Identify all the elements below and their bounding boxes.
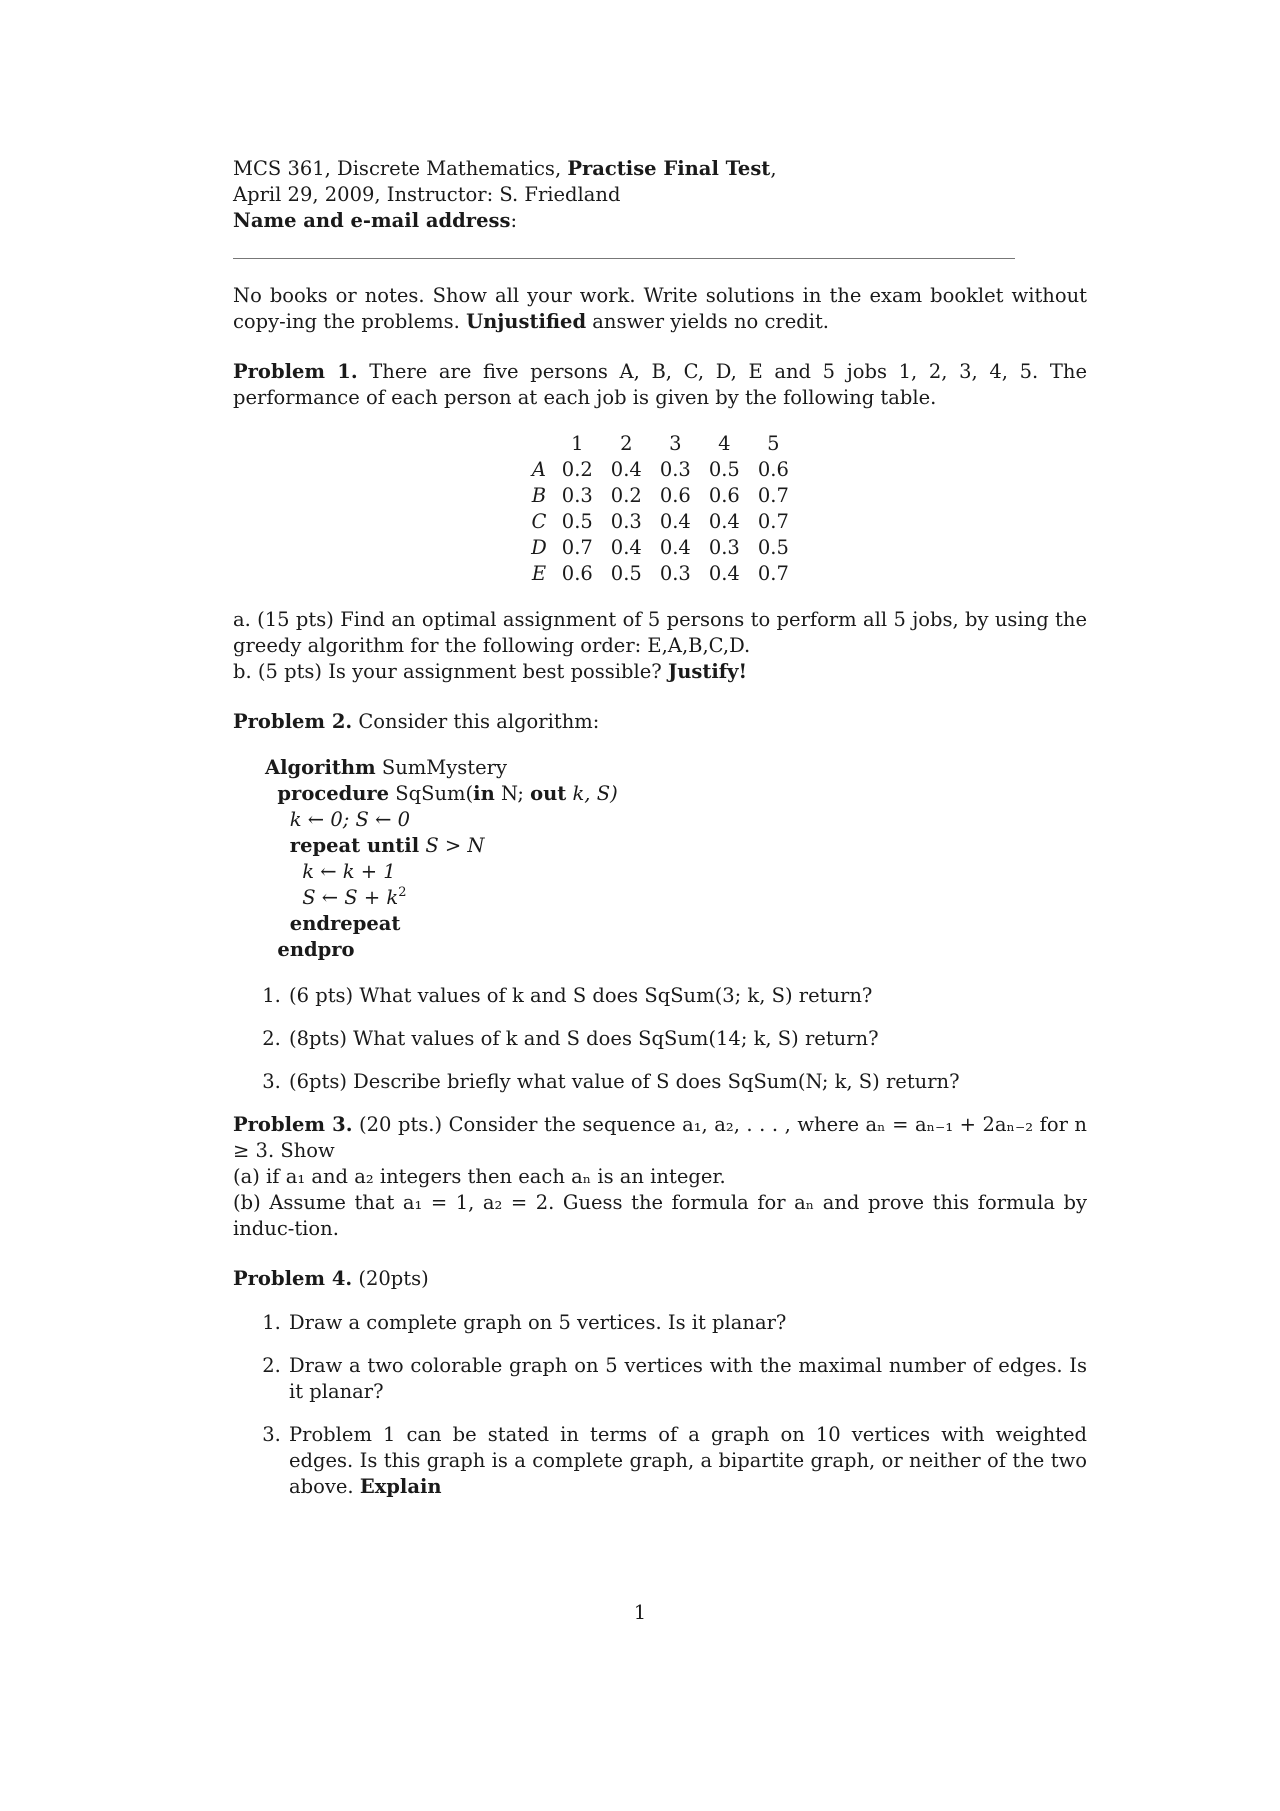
- list-item: 3. (6pts) Describe briefly what value of S does SqSum(N; k, S) return?: [287, 1069, 1087, 1095]
- algorithm-listing: [265, 755, 1087, 963]
- list-item: 1. Draw a complete graph on 5 vertices. Is it planar?: [287, 1310, 1087, 1336]
- table-cell: 0.5: [757, 536, 789, 559]
- list-item: 1. (6 pts) What values of k and S does SqSum(3; k, S) return?: [287, 983, 1087, 1009]
- algo-keyword: Algorithm: [265, 756, 376, 779]
- date-instructor-line: April 29, 2009, Instructor: S. Friedland: [233, 183, 621, 206]
- algo-line-1: [265, 755, 1087, 781]
- table-cell: 0.3: [659, 562, 691, 585]
- page-number: 1: [633, 1601, 647, 1624]
- table-row-label: A: [531, 458, 546, 481]
- algo-keyword: procedure: [277, 782, 390, 805]
- problem-4-label: Problem 4.: [233, 1267, 353, 1290]
- table-header-cell: 2: [620, 432, 633, 455]
- table-cell: 0.4: [659, 510, 691, 533]
- problem-3-text: (20 pts.) Consider the sequence a₁, a₂, . . . , where aₙ = aₙ₋₁ + 2aₙ₋₂ for n ≥ 3. Show: [233, 1113, 1087, 1162]
- table-header-cell: 3: [669, 432, 682, 455]
- table-cell: 0.5: [610, 562, 642, 585]
- algo-text: S ← S + k: [302, 886, 399, 909]
- algo-keyword: repeat until: [289, 834, 420, 857]
- algo-keyword: out: [530, 782, 567, 805]
- algo-line-8: [265, 937, 1087, 963]
- list-item: 2. (8pts) What values of k and S does SqSum(14; k, S) return?: [287, 1026, 1087, 1052]
- explain-keyword: Explain: [359, 1475, 442, 1498]
- table-row-label: B: [531, 484, 547, 507]
- table-header-row: [522, 431, 798, 457]
- table-row: [522, 561, 798, 587]
- instructions-text: No books or notes. Show all your work. Write solutions in the exam booklet without copy-ing the problems.: [233, 284, 1087, 333]
- problem-2-label: Problem 2.: [233, 710, 353, 733]
- table-cell: 0.2: [610, 484, 642, 507]
- problem-3-label: Problem 3.: [233, 1113, 353, 1136]
- problem-3-intro: [233, 1112, 1087, 1164]
- name-email-label: Name and e-mail address: [233, 209, 511, 232]
- table-cell: 0.5: [561, 510, 593, 533]
- algo-text: S > N: [419, 834, 485, 857]
- table-cell: 0.4: [610, 458, 642, 481]
- problem-3: [233, 1112, 1087, 1242]
- instructions-bold: Unjustified: [466, 310, 587, 333]
- name-answer-line: [233, 258, 1015, 259]
- table-row: [522, 509, 798, 535]
- table-cell: 0.3: [610, 510, 642, 533]
- algo-keyword: endpro: [277, 938, 355, 961]
- table-cell: 0.4: [659, 536, 691, 559]
- table-row-label: C: [531, 510, 547, 533]
- course-line: [233, 156, 1087, 182]
- course-line-comma: ,: [770, 157, 777, 180]
- table-cell: 0.5: [708, 458, 740, 481]
- algo-line-4: [265, 833, 1087, 859]
- problem-1-intro: [233, 359, 1087, 411]
- table-cell: 0.7: [757, 510, 789, 533]
- problem-3-part-a: (a) if a₁ and a₂ integers then each aₙ is an integer.: [233, 1165, 726, 1188]
- table-cell: 0.4: [708, 562, 740, 585]
- problem-1-text: There are five persons A, B, C, D, E and 5 jobs 1, 2, 3, 4, 5. The performance of each person at each job is given by the following table.: [233, 360, 1087, 409]
- problem-4: [233, 1266, 1087, 1500]
- header-block: [233, 156, 1087, 234]
- table-cell: 0.3: [708, 536, 740, 559]
- table-header-cell: [522, 431, 553, 457]
- table-cell: 0.6: [561, 562, 593, 585]
- table-header-cell: 1: [571, 432, 584, 455]
- problem-1-justify: Justify!: [667, 660, 748, 683]
- table-header-cell: 4: [718, 432, 731, 455]
- table-cell: 0.7: [561, 536, 593, 559]
- algo-line-7: [265, 911, 1087, 937]
- algo-line-5: [265, 859, 1087, 885]
- table-cell: 0.3: [561, 484, 593, 507]
- list-item-text: Problem 1 can be stated in terms of a graph on 10 vertices with weighted edges. Is this graph is a complete graph, a bipartite graph, or neither of the two above.: [289, 1423, 1087, 1498]
- algo-text: k ← 0; S ← 0: [289, 808, 411, 831]
- algo-line-3: [265, 807, 1087, 833]
- algo-keyword: endrepeat: [289, 912, 401, 935]
- page-content: [233, 156, 1087, 1517]
- problem-4-text: (20pts): [352, 1267, 429, 1290]
- algo-name: SumMystery: [375, 756, 507, 779]
- problem-1-part-b: [233, 659, 1087, 685]
- table-cell: 0.7: [757, 562, 789, 585]
- list-item: [287, 1422, 1087, 1500]
- course-title: MCS 361, Discrete Mathematics,: [233, 157, 568, 180]
- problem-4-intro: [233, 1266, 1087, 1292]
- algo-text: N;: [494, 782, 531, 805]
- problem-2-text: Consider this algorithm:: [352, 710, 600, 733]
- table-header-cell: 5: [767, 432, 780, 455]
- name-email-line: [233, 208, 1087, 234]
- table-cell: 0.4: [708, 510, 740, 533]
- instructions-tail: answer yields no credit.: [586, 310, 829, 333]
- algo-line-2: [265, 781, 1087, 807]
- table-cell: 0.6: [659, 484, 691, 507]
- table-row: [522, 535, 798, 561]
- algo-keyword: in: [473, 782, 495, 805]
- instructions: [233, 283, 1087, 335]
- table-cell: 0.4: [610, 536, 642, 559]
- algo-text: k, S): [566, 782, 618, 805]
- algo-text: k ← k + 1: [302, 860, 396, 883]
- list-item: 2. Draw a two colorable graph on 5 vertices with the maximal number of edges. Is it planar?: [287, 1353, 1087, 1405]
- table-row: [522, 483, 798, 509]
- test-title: Practise Final Test: [567, 157, 771, 180]
- algo-text: SqSum(: [389, 782, 474, 805]
- problem-2-questions: [233, 983, 1087, 1095]
- problem-1-part-b-text: b. (5 pts) Is your assignment best possible?: [233, 660, 668, 683]
- table-cell: 0.2: [561, 458, 593, 481]
- name-email-colon: :: [510, 209, 518, 232]
- algo-line-6: [265, 885, 1087, 911]
- table-row-label: D: [531, 536, 547, 559]
- problem-4-questions: [233, 1310, 1087, 1500]
- problem-1: [233, 359, 1087, 685]
- algo-exponent: 2: [398, 885, 407, 900]
- table-cell: 0.3: [659, 458, 691, 481]
- problem-2: [233, 709, 1087, 1095]
- problem-1-part-a: a. (15 pts) Find an optimal assignment of 5 persons to perform all 5 jobs, by using the greedy algorithm for the following order: E,A,B,C,D.: [233, 608, 1087, 657]
- table-row-label: E: [531, 562, 547, 585]
- problem-3-part-b: (b) Assume that a₁ = 1, a₂ = 2. Guess the formula for aₙ and prove this formula by induc-tion.: [233, 1191, 1087, 1240]
- problem-2-intro: [233, 709, 1087, 735]
- table-cell: 0.6: [708, 484, 740, 507]
- table-cell: 0.6: [757, 458, 789, 481]
- performance-table: [522, 431, 798, 587]
- problem-1-label: Problem 1.: [233, 360, 358, 383]
- table-row: [522, 457, 798, 483]
- table-cell: 0.7: [757, 484, 789, 507]
